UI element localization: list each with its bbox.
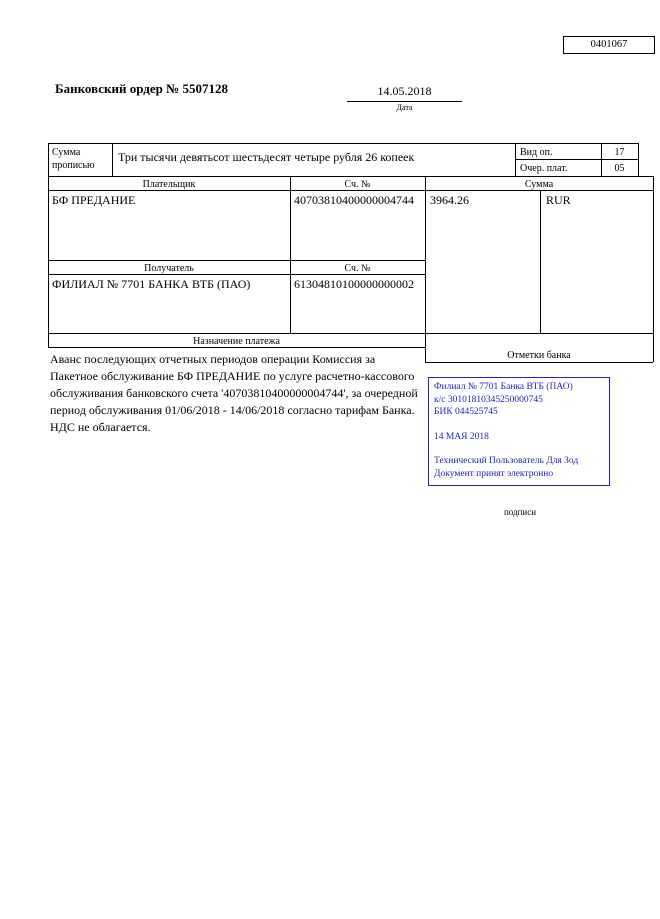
stamp-bank-name: Филиал № 7701 Банка ВТБ (ПАО) bbox=[434, 382, 573, 392]
table-border-line bbox=[425, 176, 426, 362]
recipient-account: 61304810100000000002 bbox=[294, 277, 414, 291]
table-border-line bbox=[515, 143, 516, 176]
table-border-line bbox=[48, 176, 653, 177]
table-border-line bbox=[290, 176, 291, 333]
purpose-text: Аванс последующих отчетных периодов операции Комиссия за Пакетное обслуживание БФ ПРЕДАНИЕ по услуге расчетно-кассового обслуживания банковского счета '40703810400000004744', за очередной период обслуживания 01/06/2018 - 14/06/2018 согласно тарифам Банка. НДС не облагается. bbox=[50, 352, 418, 434]
stamp-user: Технический Пользователь Для Зод bbox=[434, 456, 579, 466]
form-code: 0401067 bbox=[590, 39, 628, 50]
document-title: Банковский ордер № 5507128 bbox=[55, 81, 228, 96]
table-border-line bbox=[112, 143, 113, 176]
table-border-line bbox=[425, 362, 653, 363]
ocher-plat-label: Очер. плат. bbox=[520, 163, 568, 174]
amount-words-label: Сумма прописью bbox=[52, 147, 95, 171]
payer-account: 40703810400000004744 bbox=[294, 193, 414, 207]
recipient-name: ФИЛИАЛ № 7701 БАНКА ВТБ (ПАО) bbox=[52, 277, 251, 291]
bank-stamp bbox=[428, 377, 610, 486]
table-border-line bbox=[515, 159, 638, 160]
amount-value: 3964.26 bbox=[430, 193, 469, 207]
date-label: Дата bbox=[396, 103, 413, 112]
table-border-line bbox=[638, 143, 639, 176]
stamp-corr-account: к/с 30101810345250000745 bbox=[434, 394, 543, 405]
table-border-line bbox=[48, 333, 653, 334]
vid-op-value: 17 bbox=[614, 147, 625, 158]
date-value: 14.05.2018 bbox=[377, 84, 432, 98]
table-border-line bbox=[48, 143, 638, 144]
table-border-line bbox=[653, 176, 654, 362]
payer-name: БФ ПРЕДАНИЕ bbox=[52, 193, 136, 207]
purpose-header: Назначение платежа bbox=[193, 336, 280, 347]
payer-header: Плательщик bbox=[142, 179, 196, 190]
form-code-box bbox=[563, 36, 655, 54]
bank-marks-header: Отметки банка bbox=[507, 350, 571, 361]
vid-op-label: Вид оп. bbox=[520, 147, 553, 158]
stamp-date: 14 МАЯ 2018 bbox=[434, 431, 489, 442]
payer-account-header: Сч. № bbox=[344, 179, 371, 190]
stamp-note: Документ принят электронно bbox=[434, 468, 554, 479]
table-border-line bbox=[48, 143, 49, 347]
amount-currency: RUR bbox=[546, 193, 571, 207]
recipient-account-header: Сч. № bbox=[344, 263, 371, 274]
signatures-label: подписи bbox=[503, 507, 537, 517]
ocher-plat-value: 05 bbox=[614, 163, 625, 174]
amount-header: Сумма bbox=[524, 179, 554, 190]
table-border-line bbox=[540, 190, 541, 333]
recipient-header: Получатель bbox=[144, 263, 194, 274]
date-underline bbox=[347, 101, 462, 102]
table-border-line bbox=[48, 260, 425, 261]
amount-words-text: Три тысячи девятьсот шестьдесят четыре рубля 26 копеек bbox=[118, 150, 415, 164]
stamp-bik: БИК 044525745 bbox=[434, 407, 498, 417]
